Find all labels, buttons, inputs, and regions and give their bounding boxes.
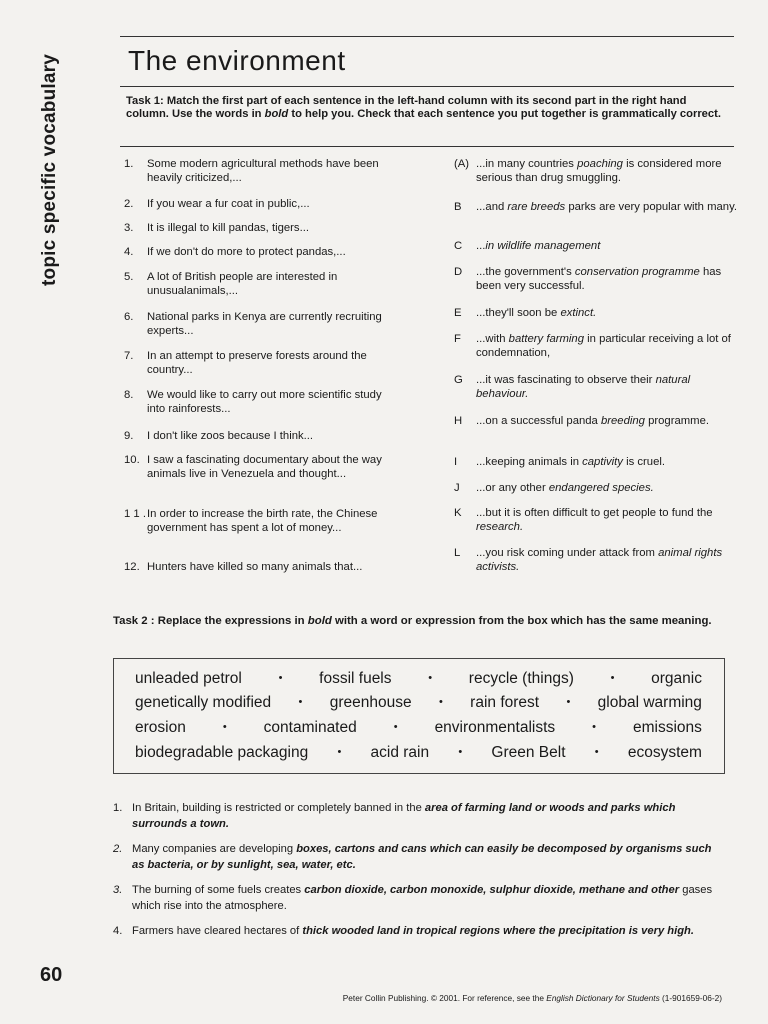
right-item: K ...but it is often difficult to get people to fund the research. bbox=[454, 507, 713, 533]
bullet: • bbox=[337, 746, 342, 758]
word-box-row bbox=[135, 719, 702, 737]
bullet: • bbox=[428, 672, 433, 684]
right-item: B ...and rare breeds parks are very popular with many. bbox=[454, 201, 738, 213]
left-item: 6. National parks in Kenya are currently recruiting experts... bbox=[124, 311, 382, 337]
right-item: L ...you risk coming under attack from animal rights activists. bbox=[454, 547, 723, 573]
footer-citation: Peter Collin Publishing. © 2001. For reference, see the English Dictionary for Students (1-901659-06-2) bbox=[342, 993, 722, 1003]
task2-item: 4. Farmers have cleared hectares of thick wooded land in tropical regions where the precipitation is very high. bbox=[113, 925, 695, 937]
word-box-term: ecosystem bbox=[627, 744, 702, 761]
bullet: • bbox=[298, 696, 303, 708]
left-item: 10. I saw a fascinating documentary about the way animals live in Venezuela and thought... bbox=[124, 454, 382, 480]
word-box-row bbox=[135, 694, 702, 712]
word-box-term: Green Belt bbox=[491, 744, 566, 761]
word-box-term: organic bbox=[651, 670, 702, 687]
bullet: • bbox=[438, 696, 443, 708]
word-box-term: genetically modified bbox=[135, 694, 272, 711]
word-box-term: contaminated bbox=[263, 719, 357, 736]
top-rule bbox=[120, 36, 734, 37]
right-item: G ...it was fascinating to observe their natural behaviour. bbox=[454, 374, 691, 400]
word-box-term: emissions bbox=[633, 719, 702, 736]
word-box-term: rain forest bbox=[470, 694, 540, 711]
word-box-term: recycle (things) bbox=[468, 670, 574, 687]
word-box-term: environmentalists bbox=[434, 719, 556, 736]
word-box-row bbox=[135, 670, 702, 688]
left-item: 12. Hunters have killed so many animals that... bbox=[124, 561, 363, 573]
left-item: 2. If you wear a fur coat in public,... bbox=[124, 198, 310, 210]
task1-rule bbox=[120, 146, 734, 147]
task2-item: 2. Many companies are developing boxes, cartons and cans which can easily be decomposed by organisms such as bacteria, or by sunlight, sea, water, etc. bbox=[113, 843, 712, 871]
right-item: D ...the government's conservation programme has been very successful. bbox=[454, 266, 722, 292]
task2-item: 3. The burning of some fuels creates carbon dioxide, carbon monoxide, sulphur dioxide, methane and other gases which rise into the atmosphere. bbox=[113, 884, 713, 912]
task2-instruction: Task 2 : Replace the expressions in bold with a word or expression from the box which has the same meaning. bbox=[113, 615, 712, 627]
right-item: (A) ...in many countries poaching is considered more serious than drug smuggling. bbox=[454, 158, 722, 184]
right-item: J ...or any other endangered species. bbox=[454, 482, 654, 494]
word-box-row bbox=[135, 744, 702, 762]
left-item: 5. A lot of British people are interested in unusualanimals,... bbox=[124, 271, 338, 297]
task2-item: 1. In Britain, building is restricted or completely banned in the area of farming land or woods and parks which surrounds a town. bbox=[113, 802, 676, 830]
page-title: The environment bbox=[128, 45, 346, 76]
right-item: I ...keeping animals in captivity is cruel. bbox=[454, 456, 665, 468]
right-item: F ...with battery farming in particular receiving a lot of condemnation, bbox=[454, 333, 731, 359]
left-item: 8. We would like to carry out more scientific study into rainforests... bbox=[124, 389, 382, 415]
bullet: • bbox=[278, 672, 283, 684]
left-item: 4. If we don't do more to protect pandas,... bbox=[124, 246, 346, 258]
bullet: • bbox=[458, 746, 463, 758]
page-number: 60 bbox=[40, 964, 63, 986]
left-item: 7. In an attempt to preserve forests around the country... bbox=[124, 350, 367, 376]
word-box bbox=[113, 658, 725, 774]
word-box-term: fossil fuels bbox=[319, 670, 392, 687]
section-label: topic specific vocabulary bbox=[39, 53, 60, 287]
bullet: • bbox=[393, 721, 398, 733]
title-rule bbox=[120, 86, 734, 87]
word-box-term: acid rain bbox=[370, 744, 430, 761]
bullet: • bbox=[222, 721, 227, 733]
right-item: C ...in wildlife management bbox=[454, 240, 601, 252]
left-item: 1 1 . In order to increase the birth rate, the Chinese government has spent a lot of money... bbox=[124, 508, 378, 534]
word-box-term: greenhouse bbox=[329, 694, 412, 711]
bullet: • bbox=[594, 746, 599, 758]
task1-instruction: Task 1: Match the first part of each sentence in the left-hand column with its second part in the right hand column. Use the words in bold to help you. Check that each sentence you put together is grammatically correct. bbox=[126, 95, 721, 120]
bullet: • bbox=[566, 696, 571, 708]
bullet: • bbox=[592, 721, 597, 733]
word-box-term: biodegradable packaging bbox=[135, 744, 309, 761]
left-item: 3. It is illegal to kill pandas, tigers... bbox=[124, 222, 309, 234]
word-box-term: erosion bbox=[135, 719, 186, 736]
word-box-term: unleaded petrol bbox=[135, 670, 242, 687]
right-item: E ...they'll soon be extinct. bbox=[454, 307, 597, 319]
bullet: • bbox=[610, 672, 615, 684]
word-box-term: global warming bbox=[597, 694, 702, 711]
right-item: H ...on a successful panda breeding programme. bbox=[454, 415, 709, 427]
left-item: 9. I don't like zoos because I think... bbox=[124, 430, 314, 442]
left-item: 1. Some modern agricultural methods have been heavily criticized,... bbox=[124, 158, 379, 184]
